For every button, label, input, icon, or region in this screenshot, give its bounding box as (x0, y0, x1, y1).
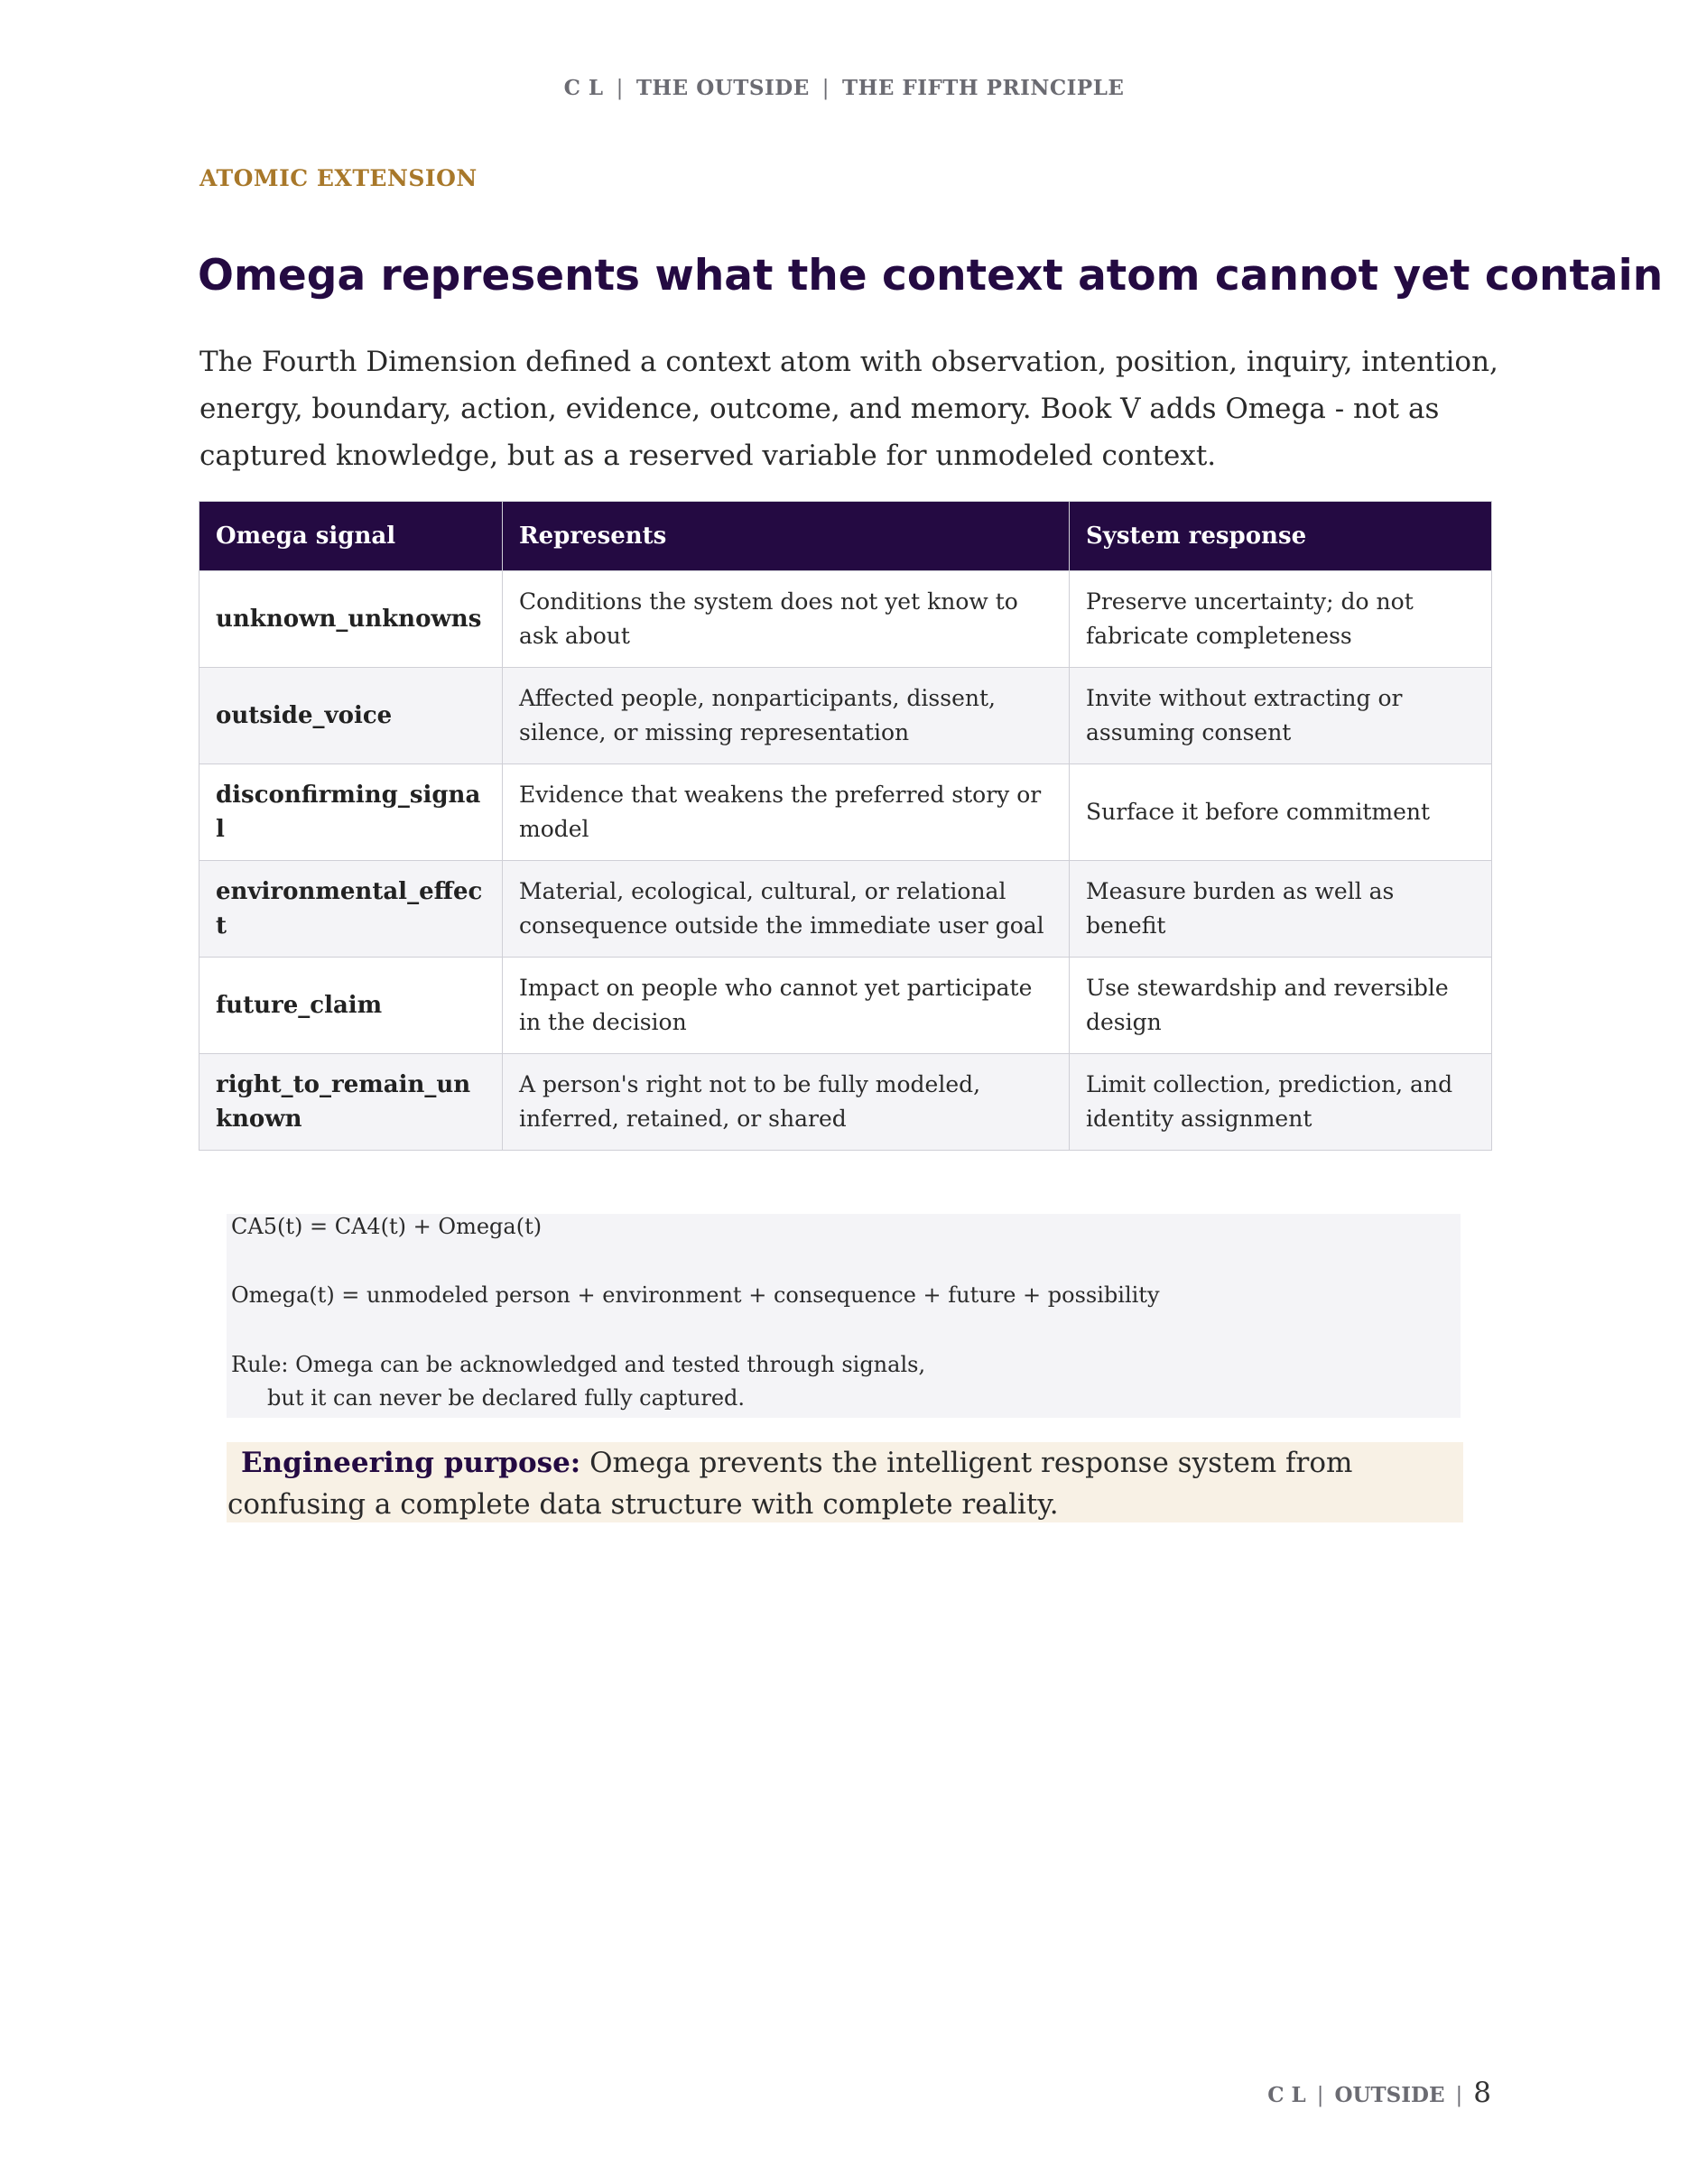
response-cell: Surface it before commitment (1070, 764, 1492, 861)
callout-label: Engineering purpose: (241, 1447, 581, 1479)
page-footer (1267, 2077, 1491, 2109)
header-initials: C L (563, 76, 604, 100)
engineering-purpose-callout (227, 1442, 1463, 1522)
represents-cell: Affected people, nonparticipants, dissent, silence, or missing representation (503, 668, 1070, 764)
page-title: Omega represents what the context atom cannot yet contain (198, 251, 1664, 301)
footer-initials: C L (1267, 2083, 1306, 2107)
page-number: 8 (1473, 2077, 1491, 2109)
table-header-row (199, 502, 1492, 571)
table-row (199, 571, 1492, 668)
header-separator: | (821, 77, 830, 100)
response-cell: Limit collection, prediction, and identity assignment (1070, 1054, 1492, 1151)
table-row (199, 958, 1492, 1054)
formula-rule-continuation: but it can never be declared fully captured. (267, 1385, 746, 1411)
table-row (199, 764, 1492, 861)
column-header-response: System response (1070, 502, 1492, 571)
represents-cell: Conditions the system does not yet know to ask about (503, 571, 1070, 668)
header-separator: | (616, 77, 624, 100)
represents-cell: A person's right not to be fully modeled, inferred, retained, or shared (503, 1054, 1070, 1151)
column-header-signal: Omega signal (199, 502, 503, 571)
running-header (0, 76, 1688, 100)
represents-cell: Material, ecological, cultural, or relational consequence outside the immediate user goal (503, 861, 1070, 958)
footer-separator: | (1455, 2084, 1463, 2107)
formula-block (227, 1214, 1461, 1418)
header-book-title: THE OUTSIDE (635, 76, 810, 100)
formula-rule-line: Rule: Omega can be acknowledged and tested through signals, (231, 1352, 926, 1377)
table-row (199, 668, 1492, 764)
table-row (199, 861, 1492, 958)
footer-separator: | (1316, 2084, 1324, 2107)
represents-cell: Impact on people who cannot yet participate in the decision (503, 958, 1070, 1054)
intro-paragraph: The Fourth Dimension defined a context atom with observation, position, inquiry, intention, energy, boundary, action, evidence, outcome, and memory. Book V adds Omega - not as captured knowledge, but as a reserved variable for unmodeled context. (199, 346, 1498, 472)
signal-cell: disconfirming_signal (199, 764, 503, 861)
formula-line: Omega(t) = unmodeled person + environment + consequence + future + possibility (231, 1282, 1160, 1308)
formula-line: CA5(t) = CA4(t) + Omega(t) (231, 1214, 543, 1239)
header-chapter-title: THE FIFTH PRINCIPLE (842, 76, 1125, 100)
response-cell: Preserve uncertainty; do not fabricate completeness (1070, 571, 1492, 668)
response-cell: Measure burden as well as benefit (1070, 861, 1492, 958)
signal-cell: future_claim (199, 958, 503, 1054)
callout-text: Omega prevents the intelligent response system from confusing a complete data structure with complete reality. (227, 1447, 1353, 1521)
section-eyebrow: ATOMIC EXTENSION (199, 165, 478, 191)
footer-book-title: OUTSIDE (1334, 2083, 1445, 2107)
represents-cell: Evidence that weakens the preferred story or model (503, 764, 1070, 861)
response-cell: Invite without extracting or assuming consent (1070, 668, 1492, 764)
signal-cell: environmental_effect (199, 861, 503, 958)
signal-cell: unknown_unknowns (199, 571, 503, 668)
column-header-represents: Represents (503, 502, 1070, 571)
response-cell: Use stewardship and reversible design (1070, 958, 1492, 1054)
signal-cell: outside_voice (199, 668, 503, 764)
omega-signal-table (199, 501, 1492, 1151)
table-row (199, 1054, 1492, 1151)
signal-cell: right_to_remain_unknown (199, 1054, 503, 1151)
